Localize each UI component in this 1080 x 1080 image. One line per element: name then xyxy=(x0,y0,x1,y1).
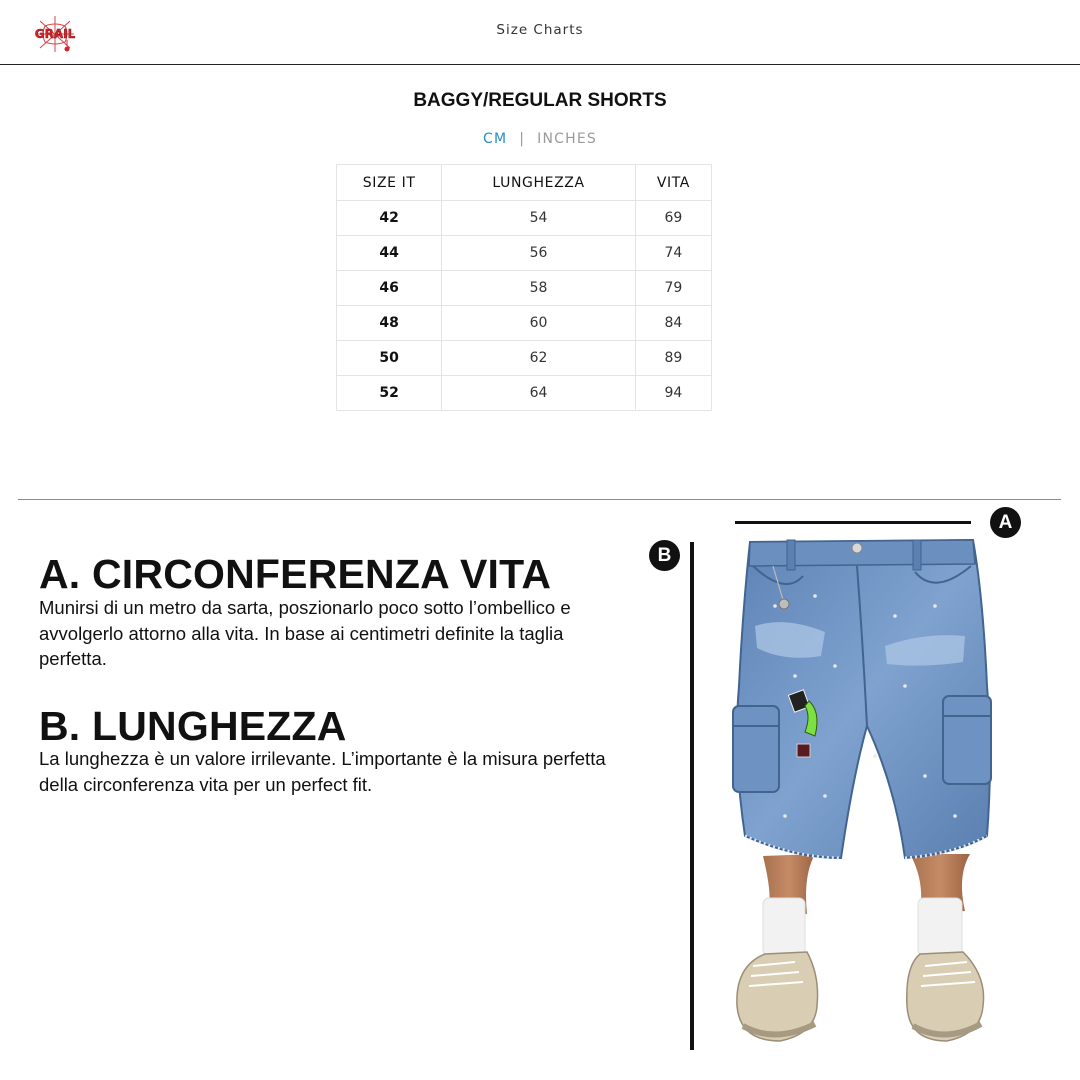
waist-cell: 94 xyxy=(635,376,711,411)
table-row xyxy=(337,341,712,376)
length-cell: 64 xyxy=(442,376,636,411)
column-header-waist: VITA xyxy=(635,165,711,201)
table-row xyxy=(337,376,712,411)
site-header xyxy=(0,0,1080,65)
column-header-length: LUNGHEZZA xyxy=(442,165,636,201)
unit-inches-tab[interactable]: INCHES xyxy=(537,131,598,147)
table-row xyxy=(337,236,712,271)
waist-cell: 79 xyxy=(635,271,711,306)
table-row xyxy=(337,201,712,236)
length-measure-line xyxy=(690,542,694,1050)
waist-cell: 84 xyxy=(635,306,711,341)
page-title: Size Charts xyxy=(496,22,584,38)
length-cell: 56 xyxy=(442,236,636,271)
size-cell: 52 xyxy=(337,376,442,411)
waist-measure-line xyxy=(735,521,971,524)
length-cell: 58 xyxy=(442,271,636,306)
length-cell: 60 xyxy=(442,306,636,341)
length-cell: 62 xyxy=(442,341,636,376)
size-cell: 46 xyxy=(337,271,442,306)
waist-section-text: Munirsi di un metro da sarta, poszionarlo poco sotto l’ombellico e avvolgerlo attorno alla vita. In base ai centimetri definite la taglia perfetta. xyxy=(39,597,571,669)
size-cell: 50 xyxy=(337,341,442,376)
table-header-row xyxy=(337,165,712,201)
size-cell: 42 xyxy=(337,201,442,236)
size-cell: 48 xyxy=(337,306,442,341)
denim-shorts-illustration xyxy=(725,536,1000,1056)
waist-cell: 89 xyxy=(635,341,711,376)
waist-section-heading: A. CIRCONFERENZA VITA xyxy=(39,551,552,597)
unit-separator: | xyxy=(519,131,526,147)
waist-cell: 74 xyxy=(635,236,711,271)
size-table xyxy=(336,164,712,411)
marker-b-badge: B xyxy=(649,540,680,571)
size-chart-title: BAGGY/REGULAR SHORTS xyxy=(413,90,667,111)
marker-a-badge: A xyxy=(990,507,1021,538)
unit-toggle xyxy=(0,131,1080,147)
svg-text:GRAIL: GRAIL xyxy=(34,27,76,41)
length-section-heading: B. LUNGHEZZA xyxy=(39,703,347,749)
waist-cell: 69 xyxy=(635,201,711,236)
unit-cm-tab[interactable]: CM xyxy=(482,131,508,147)
length-cell: 54 xyxy=(442,201,636,236)
table-row xyxy=(337,306,712,341)
length-section-text: La lunghezza è un valore irrilevante. L’importante è la misura perfetta della circonferenza vita per un perfect fit. xyxy=(39,748,606,795)
size-cell: 44 xyxy=(337,236,442,271)
table-row xyxy=(337,271,712,306)
section-divider xyxy=(18,499,1061,500)
column-header-size: SIZE IT xyxy=(337,165,442,201)
